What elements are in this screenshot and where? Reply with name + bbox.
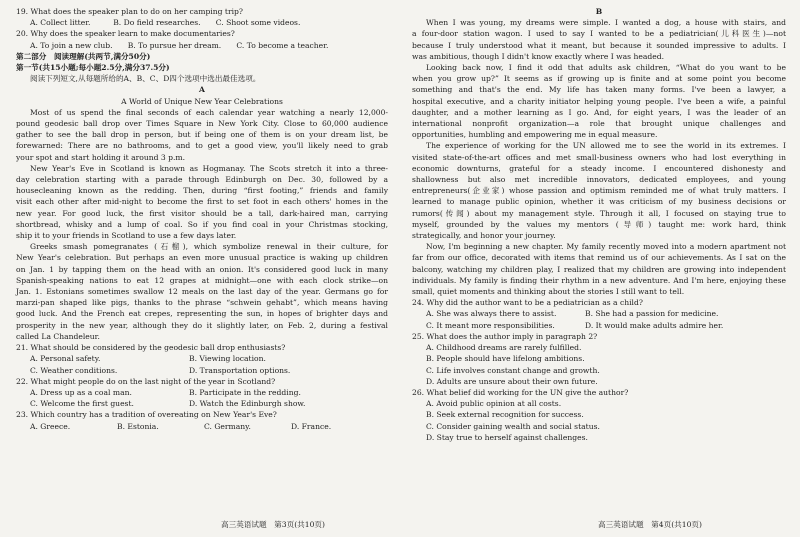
option-22a: A. Dress up as a coal man. [30, 387, 132, 397]
question-26 [412, 387, 786, 443]
right-page [412, 6, 786, 443]
option-26b: B. Seek external recognition for success. [426, 410, 584, 420]
option-21b: B. Viewing location. [189, 354, 266, 364]
passage-b-paragraph-3: The experience of working for the UN allowed me to see the world in its extremes. I visited state-of-the-art offices and met small-business owners who had lost everything in economic downturns, grateful for a steady income. I encountered dishonesty and shallowness but also met incredible innovators, dedicated employees, and young entrepreneurs(企业家) whose passion and optimism reminded me of what truly matters. I learned to manage public opinion, whether it was criticism of my business decisions or rumors(传闻) about my management style. Through it all, I focused on staying true to myself, grounded by the values my mentors (导师) taught me: work hard, think strategically, and honor your journey. [412, 141, 786, 241]
question-20-stem: 20. Why does the speaker learn to make documentaries? [16, 29, 235, 39]
option-24a: A. She was always there to assist. [426, 309, 557, 319]
option-25d: D. Adults are unsure about their own future. [426, 376, 598, 386]
question-19-options: A. Collect litter. B. Do field researches. C. Shoot some videos. [30, 18, 301, 28]
option-22b: B. Participate in the redding. [189, 387, 301, 397]
passage-a-label: A [199, 85, 205, 95]
option-24d: D. It would make adults admire her. [585, 320, 724, 330]
option-23a: A. Greece. [30, 421, 71, 431]
option-21c: C. Weather conditions. [30, 365, 118, 375]
option-23c: C. Germany. [204, 421, 251, 431]
option-25c: C. Life involves constant change and growth. [426, 365, 600, 375]
option-25a: A. Childhood dreams are rarely fulfilled. [426, 343, 582, 353]
reading-instructions: 阅读下列短文,从每题所给的A、B、C、D四个选项中选出最佳选项。 [30, 74, 261, 84]
option-21a: A. Personal safety. [30, 354, 101, 364]
option-26c: C. Consider gaining wealth and social status. [426, 421, 600, 431]
question-24-stem: 24. Why did the author want to be a pediatrician as a child? [412, 298, 643, 308]
question-25 [412, 331, 786, 387]
option-24b: B. She had a passion for medicine. [585, 309, 719, 319]
passage-a-paragraph-3: Greeks smash pomegranates (石榴), which symbolize renewal in their culture, for New Year's celebration. But perhaps an even more unusual practice is waking up children on Jan. 1 by tapping them on the head with an onion. It's considered good luck in many Spanish-speaking nations to eat 12 grapes at midnight—one with each clock strike—on Jan. 1. Estonians sometimes swallow 12 meals on the last day of the year. Germans go for marzi-pan shaped like pigs, thanks to the phrase “schwein gehabt”, which means having good luck. And the French eat crepes, representing the sun, in hopes of brighter days and prosperity in the new year, although they do it slightly later, on Feb. 2, during a festival called La Chandeleur. [16, 242, 388, 341]
passage-a-paragraph-2: New Year's Eve in Scotland is known as Hogmanay. The Scots stretch it into a three- day celebration starting with a parade through Edinburgh on Dec. 30, followed by a housecleaning known as the redding. Then, during “first footing,” friends and family visit each other after mid-night to become the first to set foot in each others' homes in the new year. For good luck, the first visitor should be a tall, dark-haired man, carrying shortbread, whisky and a lump of coal. So if you find coal in your Christmas stocking, ship it to your friends in Scotland to use a few days later. [16, 163, 388, 241]
question-23-stem: 23. Which country has a tradition of overeating on New Year's Eve? [16, 410, 277, 420]
question-20-options: A. To join a new club. B. To pursue her dream. C. To become a teacher. [30, 40, 329, 50]
question-24 [412, 297, 786, 331]
option-25b: B. People should have lifelong ambitions. [426, 354, 585, 364]
question-21-stem: 21. What should be considered by the geodesic ball drop enthusiasts? [16, 343, 286, 353]
option-22d: D. Watch the Edinburgh show. [189, 399, 306, 409]
question-23 [16, 409, 388, 431]
left-page-footer: 高三英语试题 第3页(共10页) [221, 520, 325, 529]
left-page [16, 6, 388, 432]
option-23b: B. Estonia. [117, 421, 159, 431]
question-26-stem: 26. What belief did working for the UN give the author? [412, 387, 629, 397]
right-page-footer: 高三英语试题 第4页(共10页) [598, 520, 702, 529]
option-26d: D. Stay true to herself against challenges. [426, 432, 588, 442]
option-26a: A. Avoid public opinion at all costs. [426, 399, 562, 409]
question-22 [16, 376, 388, 410]
question-22-stem: 22. What might people do on the last night of the year in Scotland? [16, 376, 276, 386]
passage-b-paragraph-1: When I was young, my dreams were simple. I wanted a dog, a house with stairs, and a four-door station wagon. I used to say I wanted to be a pediatrician(儿科医生)—not because I truly understood what it meant, but because it sounded impressive to adults. I was ambitious, though I didn't know exactly where I was headed. [412, 18, 786, 61]
question-21 [16, 342, 388, 376]
section-one-heading: 第一节(共15小题;每小题2.5分,满分37.5分) [16, 63, 170, 73]
passage-b-paragraph-4: Now, I'm beginning a new chapter. My family recently moved into a modern apartment not far from our office, decorated with items that remind us of our achievements. As I sat on the balcony, watching my children play, I realized that my children are growing into independent individuals. My family is finding their rhythm in a new adventure. And I'm here, enjoying these small, quiet moments and thinking about the stories I still want to tell. [412, 242, 786, 297]
passage-a-paragraph-1: Most of us spend the final seconds of each calendar year watching a nearly 12,000- pound geodesic ball drop over Times Square in New York City. Close to 60,000 audience gather to see the ball drop in person, but if being one of them is on your dream list, be forewarned: There are no bathrooms, and to get a good view, you'll likely need to grab your spot and start holding it around 3 p.m. [16, 107, 388, 162]
option-23d: D. France. [291, 421, 332, 431]
passage-b-label: B [595, 7, 603, 16]
option-22c: C. Welcome the first guest. [30, 399, 134, 409]
question-19-stem: 19. What does the speaker plan to do on her camping trip? [16, 7, 243, 16]
part-two-heading: 第二部分 阅读理解(共两节,满分50分) [16, 51, 151, 61]
option-21d: D. Transportation options. [189, 365, 291, 375]
passage-b-paragraph-2: Looking back now, I find it odd that adults ask children, “What do you want to be when you grow up?” It seems as if growing up is finite and at some point you become something and that's the end. My life has taken many forms. I've been a lawyer, a hospital executive, and a charity initiator helping young people. I've been a wife, a painful daughter, and a mother learning as I go. And, for eight years, I was the leader of an international nonprofit organization—a role that brought unique challenges and opportunities, humbling and empowering me in equal measure. [412, 63, 786, 140]
passage-a-title: A World of Unique New Year Celebrations [121, 96, 283, 106]
question-25-stem: 25. What does the author imply in paragraph 2? [412, 331, 598, 341]
option-24c: C. It meant more responsibilities. [426, 320, 555, 330]
